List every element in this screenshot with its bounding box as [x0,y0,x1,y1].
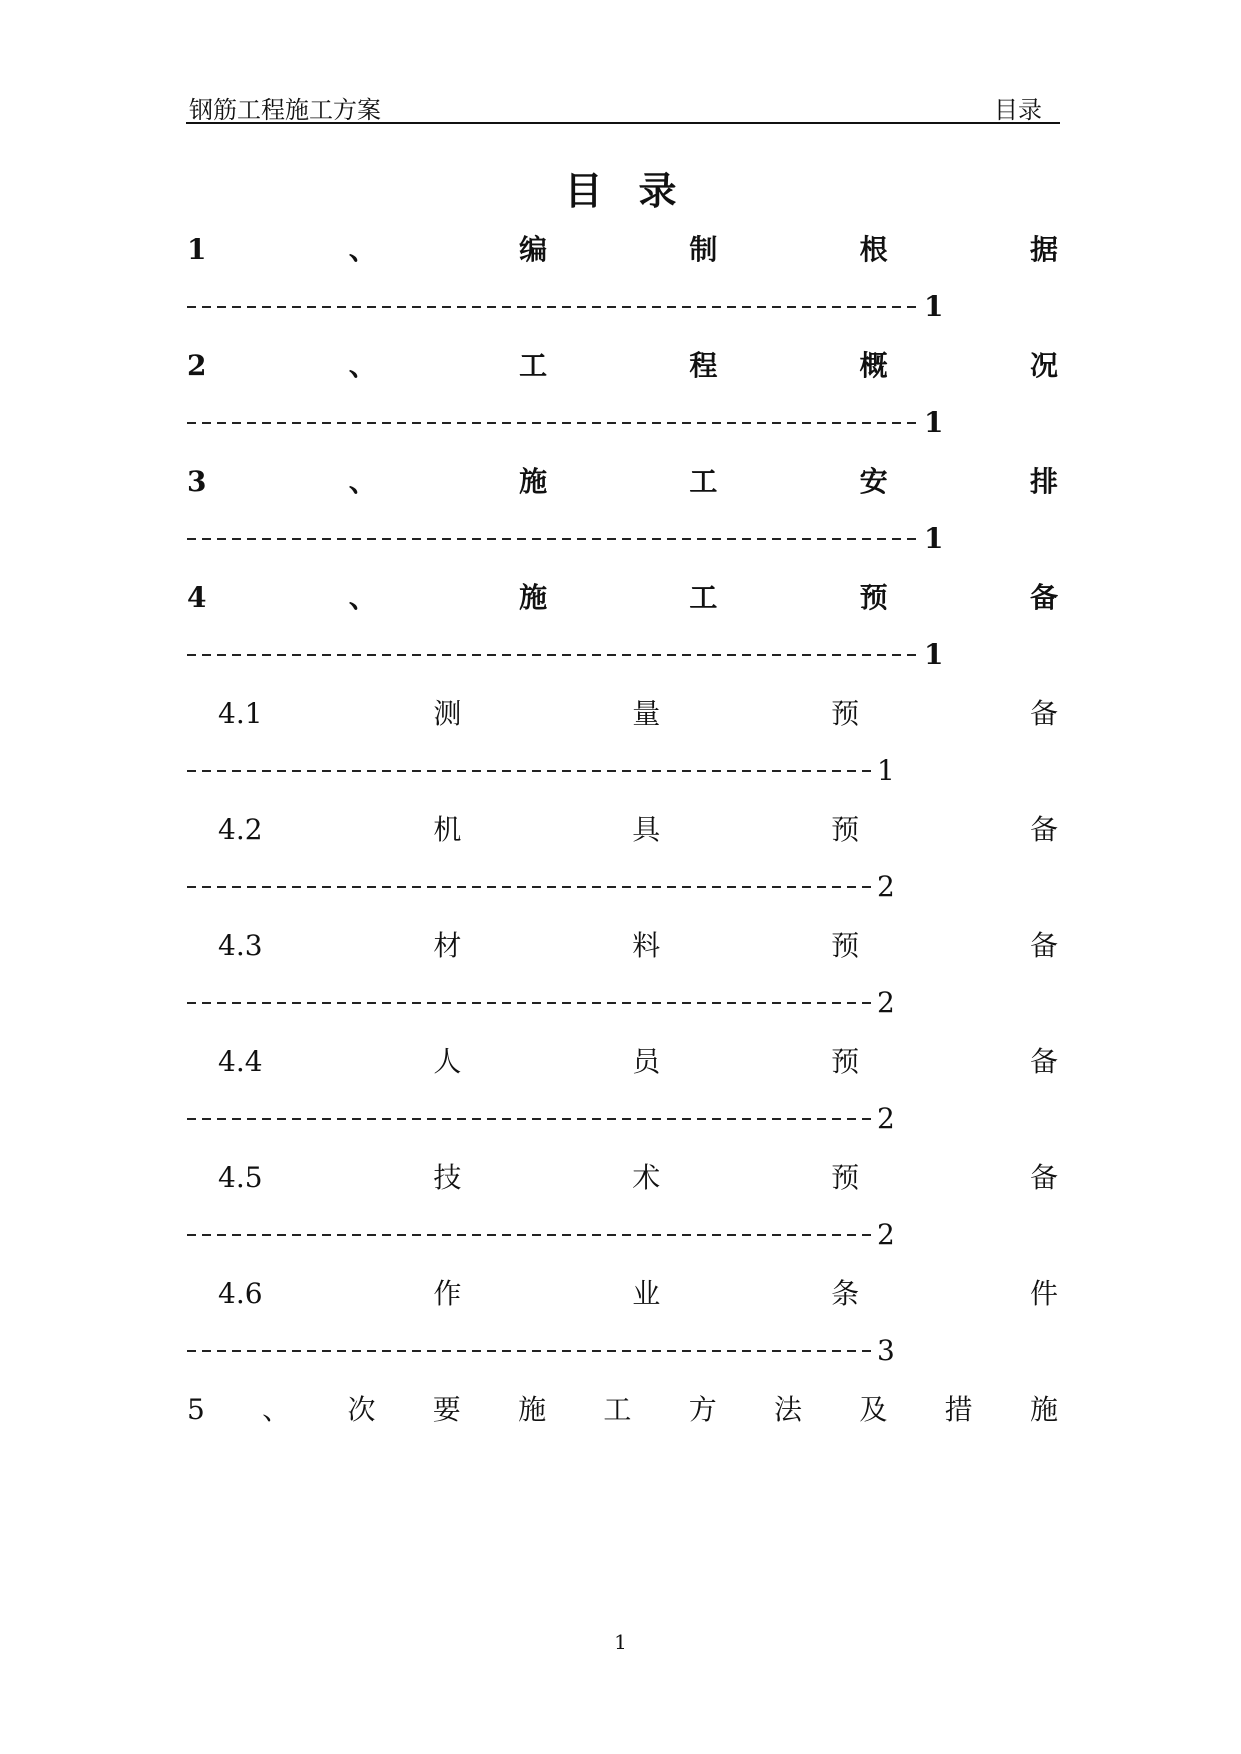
toc-entry-token: 次 [347,1393,376,1426]
toc-entry[interactable] [218,1274,1058,1314]
dot-leader [187,538,922,540]
toc-entry-token: 、 [348,465,377,498]
toc-entry[interactable] [218,810,1058,850]
toc-entry-token: 备 [1029,1045,1058,1078]
toc-entry-token: 条 [831,1277,860,1310]
toc-entry-token: 编 [519,233,548,266]
toc-page-number: 2 [877,986,895,1019]
toc-entry-token: 作 [433,1277,462,1310]
toc-leader [187,986,895,1020]
toc-entry-token: 安 [859,465,888,498]
toc-entry-token: 件 [1029,1277,1058,1310]
toc-leader [187,1102,895,1136]
toc-entry-token: 4.2 [218,813,263,846]
dot-leader [187,1350,875,1352]
toc-entry-token: 4.4 [218,1045,263,1078]
toc-entry-token: 、 [348,581,377,614]
toc-entry-token: 3 [187,465,207,498]
toc-entry-token: 概 [859,349,888,382]
toc-entry-token: 技 [433,1161,462,1194]
toc-entry-token: 据 [1029,233,1058,266]
toc-entry-token: 员 [632,1045,661,1078]
dot-leader [187,1234,875,1236]
toc-page-number: 1 [924,638,944,671]
toc-entry-token: 、 [348,233,377,266]
toc-entry-token: 要 [432,1393,461,1426]
toc-entry-token: 4.6 [218,1277,263,1310]
toc-entry-token: 4.3 [218,929,263,962]
toc-page-number: 3 [877,1334,895,1367]
toc-leader [187,290,943,324]
toc-entry[interactable] [187,578,1058,618]
toc-entry-token: 根 [859,233,888,266]
toc-entry-token: 术 [632,1161,661,1194]
toc-page-number: 1 [924,406,944,439]
toc-entry[interactable] [218,1042,1058,1082]
toc-entry-token: 备 [1029,581,1058,614]
toc-entry-token: 、 [262,1393,291,1426]
toc-leader [187,1218,895,1252]
toc-entry-token: 预 [859,581,888,614]
dot-leader [187,306,922,308]
toc-leader [187,1334,895,1368]
toc-entry-token: 制 [689,233,718,266]
toc-entry-token: 人 [433,1045,462,1078]
toc-leader [187,754,895,788]
toc-entry-token: 4.1 [218,697,263,730]
toc-entry-token: 预 [831,1161,860,1194]
toc-page-number: 1 [877,754,895,787]
toc-page-number: 1 [924,290,944,323]
toc-entry[interactable] [218,1158,1058,1198]
toc-entry-token: 预 [831,1045,860,1078]
toc-entry-token: 4 [187,581,207,614]
toc-page-number: 2 [877,1218,895,1251]
toc-entry-token: 备 [1029,1161,1058,1194]
dot-leader [187,422,922,424]
toc-entry-token: 程 [689,349,718,382]
toc-entry[interactable] [187,462,1058,502]
toc-leader [187,638,943,672]
toc-entry-token: 1 [187,233,207,266]
page-number: 1 [614,1630,627,1654]
toc-entry-token: 工 [519,349,548,382]
toc-entry-token: 法 [774,1393,803,1426]
toc-entry-token: 预 [831,697,860,730]
toc-entry-token: 2 [187,349,207,382]
dot-leader [187,1002,875,1004]
page-title: 目录 [564,168,713,213]
toc-page-number: 2 [877,870,895,903]
toc-entry-token: 工 [603,1393,632,1426]
toc-entry-token: 具 [632,813,661,846]
toc-entry-token: 业 [632,1277,661,1310]
toc-leader [187,522,943,556]
header-document-title: 钢筋工程施工方案 [189,96,381,124]
toc-entry-token: 施 [519,465,548,498]
toc-entry-token: 排 [1029,465,1058,498]
toc-entry[interactable] [187,1390,1058,1430]
toc-entry-token: 况 [1029,349,1058,382]
toc-entry[interactable] [187,346,1058,386]
header-section-label: 目录 [994,96,1042,124]
toc-page-number: 1 [924,522,944,555]
toc-entry-token: 工 [689,581,718,614]
toc-entry-token: 方 [688,1393,717,1426]
toc-entry[interactable] [218,926,1058,966]
toc-entry-token: 备 [1029,697,1058,730]
toc-entry-token: 施 [519,581,548,614]
toc-entry-token: 工 [689,465,718,498]
toc-page-number: 2 [877,1102,895,1135]
toc-entry-token: 材 [433,929,462,962]
toc-entry-token: 预 [831,813,860,846]
toc-entry-token: 预 [831,929,860,962]
toc-entry-token: 备 [1029,813,1058,846]
toc-entry-token: 施 [518,1393,547,1426]
toc-entry-token: 施 [1029,1393,1058,1426]
dot-leader [187,770,875,772]
toc-entry-token: 料 [632,929,661,962]
toc-entry-token: 、 [348,349,377,382]
toc-entry[interactable] [218,694,1058,734]
toc-entry-token: 及 [859,1393,888,1426]
toc-entry-token: 测 [433,697,462,730]
toc-entry-token: 措 [944,1393,973,1426]
toc-entry-token: 机 [433,813,462,846]
toc-leader [187,406,943,440]
dot-leader [187,1118,875,1120]
toc-entry-token: 量 [632,697,661,730]
toc-leader [187,870,895,904]
dot-leader [187,654,922,656]
dot-leader [187,886,875,888]
toc-entry[interactable] [187,230,1058,270]
toc-entry-token: 4.5 [218,1161,263,1194]
toc-entry-token: 备 [1029,929,1058,962]
toc-entry-token: 5 [187,1393,205,1426]
